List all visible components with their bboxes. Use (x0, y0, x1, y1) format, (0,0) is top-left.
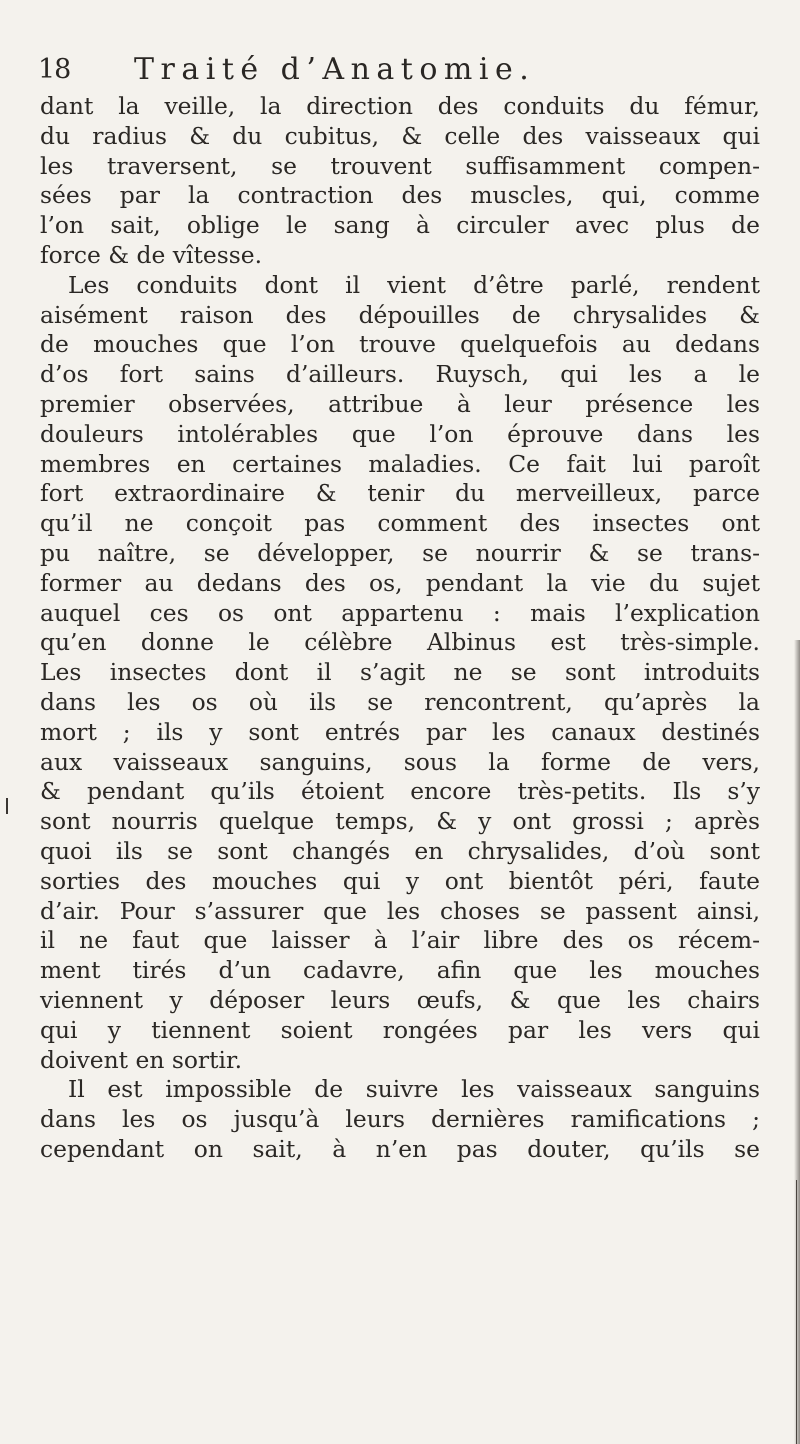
text-line: qui y tiennent soient rongées par les vers qui (40, 1015, 760, 1044)
text-line: aisément raison des dépouilles de chrysalides & (40, 300, 760, 329)
text-line: sont nourris quelque temps, & y ont grossi ; après (40, 807, 760, 836)
text-line: il ne faut que laisser à l’air libre des os récem- (40, 926, 760, 955)
text-line: Il est impossible de suivre les vaisseaux sanguins (68, 1075, 760, 1104)
text-line: d’air. Pour s’assurer que les choses se passent ainsi, (40, 896, 760, 925)
text-line: force & de vîtesse. (40, 240, 263, 269)
text-line: l’on sait, oblige le sang à circuler avec plus de (40, 211, 760, 240)
text-line: Les insectes dont il s’agit ne se sont introduits (40, 658, 760, 687)
page-edge-shadow (794, 640, 800, 1444)
text-line: auquel ces os ont appartenu : mais l’explication (40, 598, 760, 627)
text-line: viennent y déposer leurs œufs, & que les chairs (40, 985, 760, 1014)
text-line: Les conduits dont il vient d’être parlé, rendent (68, 270, 760, 299)
text-line: cependant on sait, à n’en pas douter, qu’ils se (40, 1134, 760, 1163)
text-line: dans les os où ils se rencontrent, qu’après la (40, 687, 760, 716)
text-line: dans les os jusqu’à leurs dernières ramifications ; (40, 1105, 760, 1134)
text-line: aux vaisseaux sanguins, sous la forme de vers, (40, 747, 760, 776)
text-line: qu’en donne le célèbre Albinus est très-simple. (40, 628, 760, 657)
text-line: sorties des mouches qui y ont bientôt péri, faute (40, 866, 760, 895)
text-line: de mouches que l’on trouve quelquefois au dedans (40, 330, 760, 359)
page-header (38, 52, 778, 92)
text-line: ment tirés d’un cadavre, afin que les mouches (40, 956, 760, 985)
text-line: d’os fort sains d’ailleurs. Ruysch, qui les a le (40, 360, 760, 389)
text-line: & pendant qu’ils étoient encore très-petits. Ils s’y (40, 777, 760, 806)
page-edge-line (796, 1180, 797, 1444)
running-title: Traité d’Anatomie. (134, 52, 536, 87)
text-line: douleurs intolérables que l’on éprouve dans les (40, 419, 760, 448)
text-line: former au dedans des os, pendant la vie du sujet (40, 568, 760, 597)
text-line: dant la veille, la direction des conduits du fémur, (40, 92, 760, 120)
text-line: sées par la contraction des muscles, qui, comme (40, 181, 760, 210)
text-line: les traversent, se trouvent suffisamment compen- (40, 151, 760, 180)
page-number: 18 (38, 54, 71, 85)
body-text (40, 92, 760, 1165)
text-line: membres en certaines maladies. Ce fait lui paroît (40, 449, 760, 478)
text-line: fort extraordinaire & tenir du merveilleux, parce (40, 479, 760, 508)
text-line: qu’il ne conçoit pas comment des insectes ont (40, 509, 760, 538)
text-line: pu naître, se développer, se nourrir & se trans- (40, 538, 760, 567)
text-line: du radius & du cubitus, & celle des vaisseaux qui (40, 121, 760, 150)
text-line: quoi ils se sont changés en chrysalides, d’où sont (40, 836, 760, 865)
text-line: doivent en sortir. (40, 1045, 243, 1074)
text-line: mort ; ils y sont entrés par les canaux destinés (40, 717, 760, 746)
text-line: premier observées, attribue à leur présence les (40, 389, 760, 418)
margin-mark (6, 798, 8, 814)
